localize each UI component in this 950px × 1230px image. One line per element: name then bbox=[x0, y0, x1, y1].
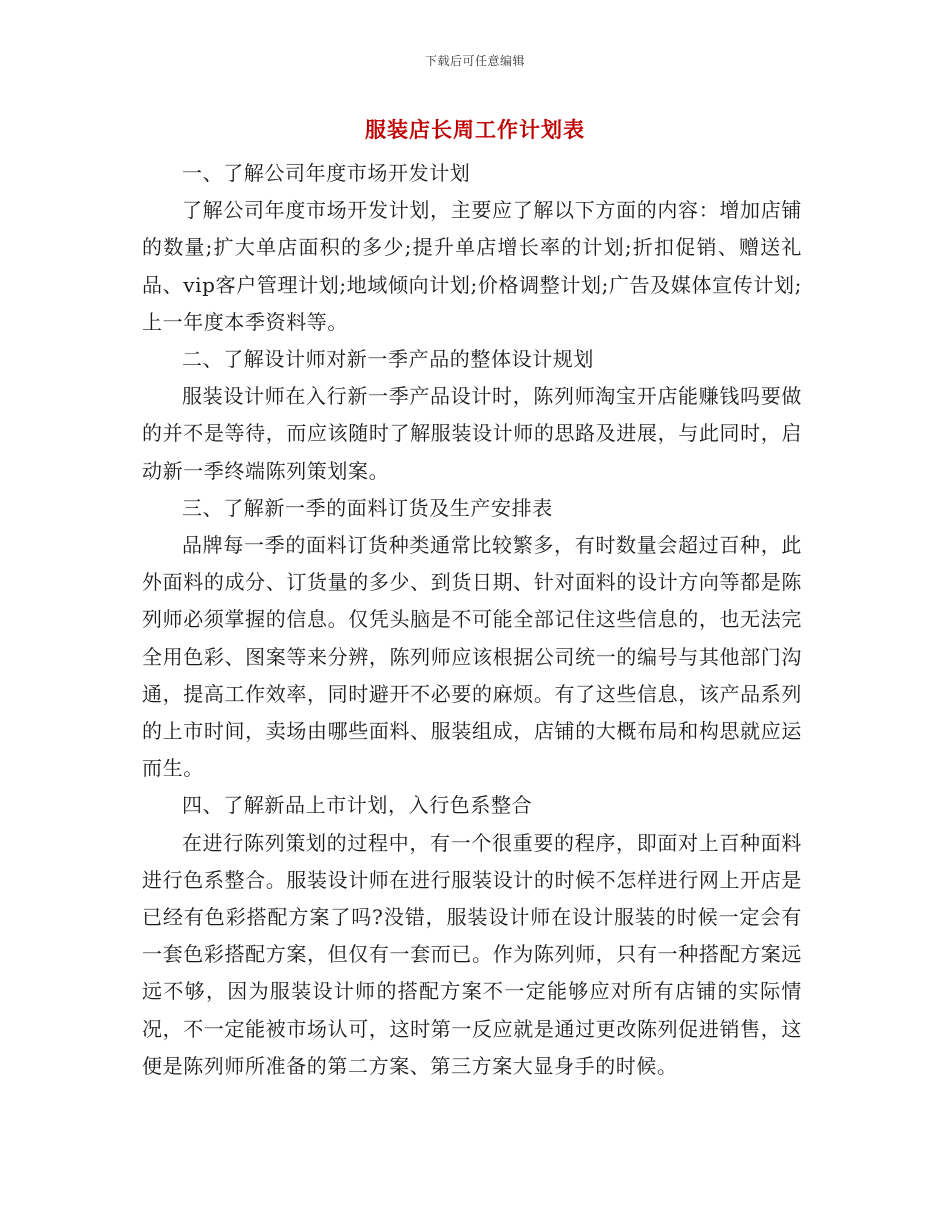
section-heading-2: 二、了解设计师对新一季产品的整体设计规划 bbox=[182, 347, 594, 372]
document-title: 服装店长周工作计划表 bbox=[365, 117, 585, 142]
header-note: 下载后可任意编辑 bbox=[424, 54, 525, 68]
section-heading-1: 一、了解公司年度市场开发计划 bbox=[182, 161, 471, 185]
section-paragraph-3: 品牌每一季的面料订货种类通常比较繁多，有时数量会超过百种，此外面料的成分、订货量的多少、到货日期、针对面料的设计方向等都是陈列师必须掌握的信息。仅凭头脑是不可能全部记住这些信息的，也无法完全用色彩、图案等来分辨，陈列师应该根据公司统一的编号与其他部门沟通，提高工作效率，同时避开不必要的麻烦。有了这些信息，该产品系列的上市时间，卖场由哪些面料、服装组成，店铺的大概布局和构思就应运而生。 bbox=[142, 533, 802, 781]
section-paragraph-1: 了解公司年度市场开发计划，主要应了解以下方面的内容：增加店铺的数量;扩大单店面积的多少;提升单店增长率的计划;折扣促销、赠送礼品、vip客户管理计划;地域倾向计划;价格调整计划;广告及媒体宣传计划;上一年度本季资料等。 bbox=[142, 198, 802, 334]
section-paragraph-2: 服装设计师在入行新一季产品设计时，陈列师淘宝开店能赚钱吗要做的并不是等待，而应该随时了解服装设计师的思路及进展，与此同时，启动新一季终端陈列策划案。 bbox=[142, 384, 802, 483]
section-heading-4: 四、了解新品上市计划，入行色系整合 bbox=[182, 793, 533, 818]
section-paragraph-4: 在进行陈列策划的过程中，有一个很重要的程序，即面对上百种面料进行色系整合。服装设计师在进行服装设计的时候不怎样进行网上开店是已经有色彩搭配方案了吗?没错，服装设计师在设计服装的时候一定会有一套色彩搭配方案，但仅有一套而已。作为陈列师，只有一种搭配方案远远不够，因为服装设计师的搭配方案不一定能够应对所有店铺的实际情况，不一定能被市场认可，这时第一反应就是通过更改陈列促进销售，这便是陈列师所准备的第二方案、第三方案大显身手的时候。 bbox=[142, 830, 802, 1078]
section-heading-3: 三、了解新一季的面料订货及生产安排表 bbox=[182, 495, 553, 520]
document-body bbox=[142, 155, 802, 1085]
